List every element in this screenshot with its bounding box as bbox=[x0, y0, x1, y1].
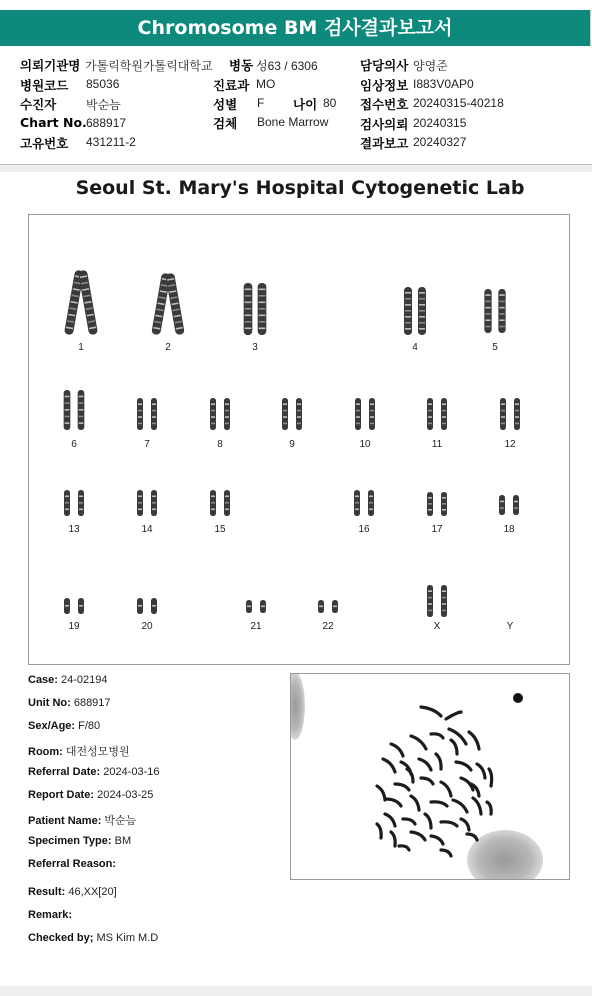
report-date-label: 결과보고 bbox=[360, 136, 409, 151]
metaphase-chromosome bbox=[419, 759, 431, 770]
hospital-code-value: 85036 bbox=[86, 77, 120, 91]
chromosome-pair-4 bbox=[404, 287, 426, 335]
chromosome-pair-12 bbox=[500, 398, 520, 430]
karyogram-graphic bbox=[29, 215, 569, 664]
referral-date-value: 2024-03-16 bbox=[103, 766, 160, 778]
chromosome-label-5: 5 bbox=[492, 342, 498, 353]
chromosome-label-6: 6 bbox=[71, 439, 77, 450]
sex-age-label: Sex/Age: bbox=[28, 720, 76, 732]
chromosome-label-x: X bbox=[433, 621, 441, 632]
clinical-info-label: 임상정보 bbox=[360, 78, 409, 93]
metaphase-image bbox=[290, 673, 570, 880]
chromosome-label-7: 7 bbox=[144, 439, 150, 450]
metaphase-chromosome bbox=[377, 786, 385, 800]
doctor-label: 담당의사 bbox=[360, 58, 409, 73]
chromosome-label-4: 4 bbox=[412, 342, 418, 353]
chromosome-pair-x bbox=[427, 585, 447, 617]
metaphase-chromosome bbox=[425, 814, 431, 828]
report-date-value: 2024-03-25 bbox=[97, 789, 154, 801]
checked-by-label: Checked by; bbox=[28, 932, 94, 944]
metaphase-chromosome bbox=[411, 796, 419, 810]
metaphase-chromosome bbox=[446, 712, 461, 719]
chromosome-label-20: 20 bbox=[141, 621, 153, 632]
department-value: MO bbox=[256, 77, 276, 91]
footer-band bbox=[0, 986, 592, 996]
chromosome-pair-10 bbox=[355, 398, 375, 430]
checked-by-row bbox=[28, 932, 158, 944]
case-row bbox=[28, 674, 108, 686]
unit-value: 688917 bbox=[73, 697, 111, 709]
metaphase-chromosome bbox=[441, 782, 451, 796]
request-date-value: 20240315 bbox=[413, 116, 467, 130]
metaphase-chromosome bbox=[456, 762, 471, 770]
nucleus-bottom bbox=[467, 830, 543, 879]
chromosome-label-9: 9 bbox=[289, 439, 295, 450]
sex-age-value: F/80 bbox=[78, 720, 101, 732]
chromosome-label-12: 12 bbox=[504, 439, 516, 450]
chromosome-label-16: 16 bbox=[358, 524, 370, 535]
chromosome-label-8: 8 bbox=[217, 439, 223, 450]
metaphase-chromosome bbox=[399, 846, 409, 850]
ward-value: 성63 / 6306 bbox=[256, 59, 318, 73]
metaphase-chromosome bbox=[421, 778, 433, 784]
chromosome-pair-20 bbox=[137, 598, 157, 614]
metaphase-chromosome bbox=[453, 800, 467, 812]
chromosome-label-15: 15 bbox=[214, 524, 226, 535]
unique-number-label: 고유번호 bbox=[20, 136, 69, 151]
metaphase-chromosome bbox=[395, 784, 409, 790]
metaphase-chromosome bbox=[411, 832, 425, 840]
chromosome-label-18: 18 bbox=[503, 524, 515, 535]
chromosome-pair-14 bbox=[137, 490, 157, 516]
chromosome-pair-11 bbox=[427, 398, 447, 430]
receipt-number-value: 20240315-40218 bbox=[413, 96, 504, 110]
chromosome-label-2: 2 bbox=[165, 342, 171, 353]
chromosome-label-22: 22 bbox=[322, 621, 334, 632]
report-title: Chromosome BM 검사결과보고서 bbox=[0, 10, 591, 46]
chromosome-label-19: 19 bbox=[68, 621, 80, 632]
chromosome-label-17: 17 bbox=[431, 524, 443, 535]
remark-label: Remark: bbox=[28, 909, 73, 921]
metaphase-chromosome bbox=[431, 802, 447, 806]
sex-label: 성별 bbox=[213, 97, 238, 112]
report-date-label: Report Date: bbox=[28, 789, 95, 801]
remark-row bbox=[28, 909, 72, 921]
institution-label: 의뢰기관명 bbox=[20, 58, 81, 73]
chromosome-pair-6 bbox=[64, 390, 85, 430]
case-label: Case: bbox=[28, 674, 58, 686]
metaphase-chromosome bbox=[473, 798, 481, 814]
hospital-code-label: 병원코드 bbox=[20, 78, 69, 93]
karyogram-panel bbox=[28, 214, 570, 665]
receipt-number-label: 접수번호 bbox=[360, 97, 409, 112]
chart-number-label: Chart No. bbox=[20, 115, 87, 130]
patient-name-row bbox=[28, 812, 136, 828]
metaphase-chromosome bbox=[487, 802, 491, 814]
referral-reason-label: Referral Reason: bbox=[28, 858, 117, 870]
clinical-info-value: I883V0AP0 bbox=[413, 77, 474, 91]
room-row bbox=[28, 743, 130, 759]
unique-number-value: 431211-2 bbox=[86, 135, 136, 149]
patient-value: 박순늠 bbox=[86, 98, 121, 112]
chromosome-pair-15 bbox=[210, 490, 230, 516]
metaphase-chromosome bbox=[377, 824, 381, 838]
referral-date-row bbox=[28, 766, 159, 778]
metaphase-spread-graphic bbox=[291, 674, 569, 879]
chromosome-label-11: 11 bbox=[431, 439, 443, 450]
metaphase-chromosome bbox=[451, 740, 457, 754]
chromosome-pair-1 bbox=[64, 270, 98, 336]
chromosome-pair-22 bbox=[318, 600, 338, 613]
unit-row bbox=[28, 697, 111, 709]
debris-dot bbox=[513, 693, 523, 703]
sex-age-row bbox=[28, 720, 100, 732]
chromosome-pair-19 bbox=[64, 598, 84, 614]
nucleus-left bbox=[291, 674, 305, 740]
metaphase-chromosome bbox=[469, 732, 479, 749]
chromosome-pair-9 bbox=[282, 398, 302, 430]
metaphase-chromosome bbox=[489, 769, 492, 786]
doctor-value: 양영준 bbox=[413, 59, 448, 73]
chromosome-pair-16 bbox=[354, 490, 374, 516]
result-row bbox=[28, 886, 117, 898]
metaphase-chromosome bbox=[431, 734, 443, 738]
ward-label: 병동 bbox=[229, 58, 254, 73]
section-band bbox=[0, 165, 592, 172]
specimen-label: 검체 bbox=[213, 116, 238, 131]
lab-title: Seoul St. Mary's Hospital Cytogenetic Lab bbox=[75, 177, 525, 199]
referral-reason-row bbox=[28, 858, 116, 870]
chromosome-pair-5 bbox=[484, 289, 505, 333]
request-date-label: 검사의뢰 bbox=[360, 117, 409, 132]
metaphase-chromosomes bbox=[377, 707, 492, 856]
result-value: 46,XX[20] bbox=[68, 886, 117, 898]
metaphase-chromosome bbox=[436, 754, 441, 769]
specimen-type-row bbox=[28, 835, 131, 847]
referral-date-label: Referral Date: bbox=[28, 766, 101, 778]
chromosome-pair-8 bbox=[210, 398, 230, 430]
metaphase-chromosome bbox=[403, 819, 415, 824]
patient-info-section bbox=[0, 52, 592, 164]
report-date-value: 20240327 bbox=[413, 135, 467, 149]
metaphase-chromosome bbox=[383, 759, 395, 772]
chromosome-pair-13 bbox=[64, 490, 84, 516]
metaphase-chromosome bbox=[387, 799, 401, 806]
institution-value: 가톨릭학원가톨릭대학교 bbox=[85, 59, 213, 73]
metaphase-chromosome bbox=[385, 814, 395, 826]
specimen-type-label: Specimen Type: bbox=[28, 835, 112, 847]
age-label: 나이 bbox=[293, 97, 318, 112]
age-value: 80 bbox=[323, 96, 337, 110]
metaphase-chromosome bbox=[391, 744, 403, 756]
metaphase-chromosome bbox=[461, 819, 469, 830]
specimen-type-value: BM bbox=[114, 835, 132, 847]
case-value: 24-02194 bbox=[61, 674, 108, 686]
metaphase-chromosome bbox=[391, 832, 395, 846]
chromosome-pair-21 bbox=[246, 600, 266, 613]
chromosome-label-1: 1 bbox=[78, 342, 84, 353]
metaphase-chromosome bbox=[421, 707, 441, 716]
metaphase-chromosome bbox=[407, 769, 413, 782]
metaphase-chromosome bbox=[441, 822, 457, 826]
unit-label: Unit No: bbox=[28, 697, 71, 709]
chart-number-value: 688917 bbox=[86, 116, 127, 130]
chromosome-label-21: 21 bbox=[250, 621, 262, 632]
metaphase-chromosome bbox=[431, 836, 443, 844]
chromosome-label-14: 14 bbox=[141, 524, 153, 535]
department-label: 진료과 bbox=[213, 78, 250, 93]
chromosome-pair-7 bbox=[137, 398, 157, 430]
room-label: Room: bbox=[28, 746, 63, 758]
sex-value: F bbox=[257, 96, 265, 110]
metaphase-chromosome bbox=[467, 834, 477, 840]
chromosome-pair-3 bbox=[244, 283, 267, 335]
metaphase-chromosome bbox=[477, 764, 485, 778]
room-value: 대전성모병원 bbox=[65, 746, 130, 758]
chromosome-label-y: Y bbox=[506, 621, 514, 632]
chromosome-pair-2 bbox=[151, 273, 185, 336]
result-label: Result: bbox=[28, 886, 66, 898]
patient-name-label: Patient Name: bbox=[28, 815, 102, 827]
report-date-row bbox=[28, 789, 153, 801]
checked-by-value: MS Kim M.D bbox=[96, 932, 159, 944]
chromosome-label-3: 3 bbox=[252, 342, 258, 353]
chromosome-label-13: 13 bbox=[68, 524, 80, 535]
metaphase-chromosome bbox=[411, 736, 426, 749]
metaphase-chromosome bbox=[441, 850, 451, 856]
patient-label: 수진자 bbox=[20, 97, 57, 112]
chromosome-pair-18 bbox=[499, 495, 519, 515]
patient-name-value: 박순늠 bbox=[104, 815, 137, 827]
chromosome-label-10: 10 bbox=[359, 439, 371, 450]
specimen-value: Bone Marrow bbox=[257, 115, 329, 129]
chromosome-pair-17 bbox=[427, 492, 447, 516]
